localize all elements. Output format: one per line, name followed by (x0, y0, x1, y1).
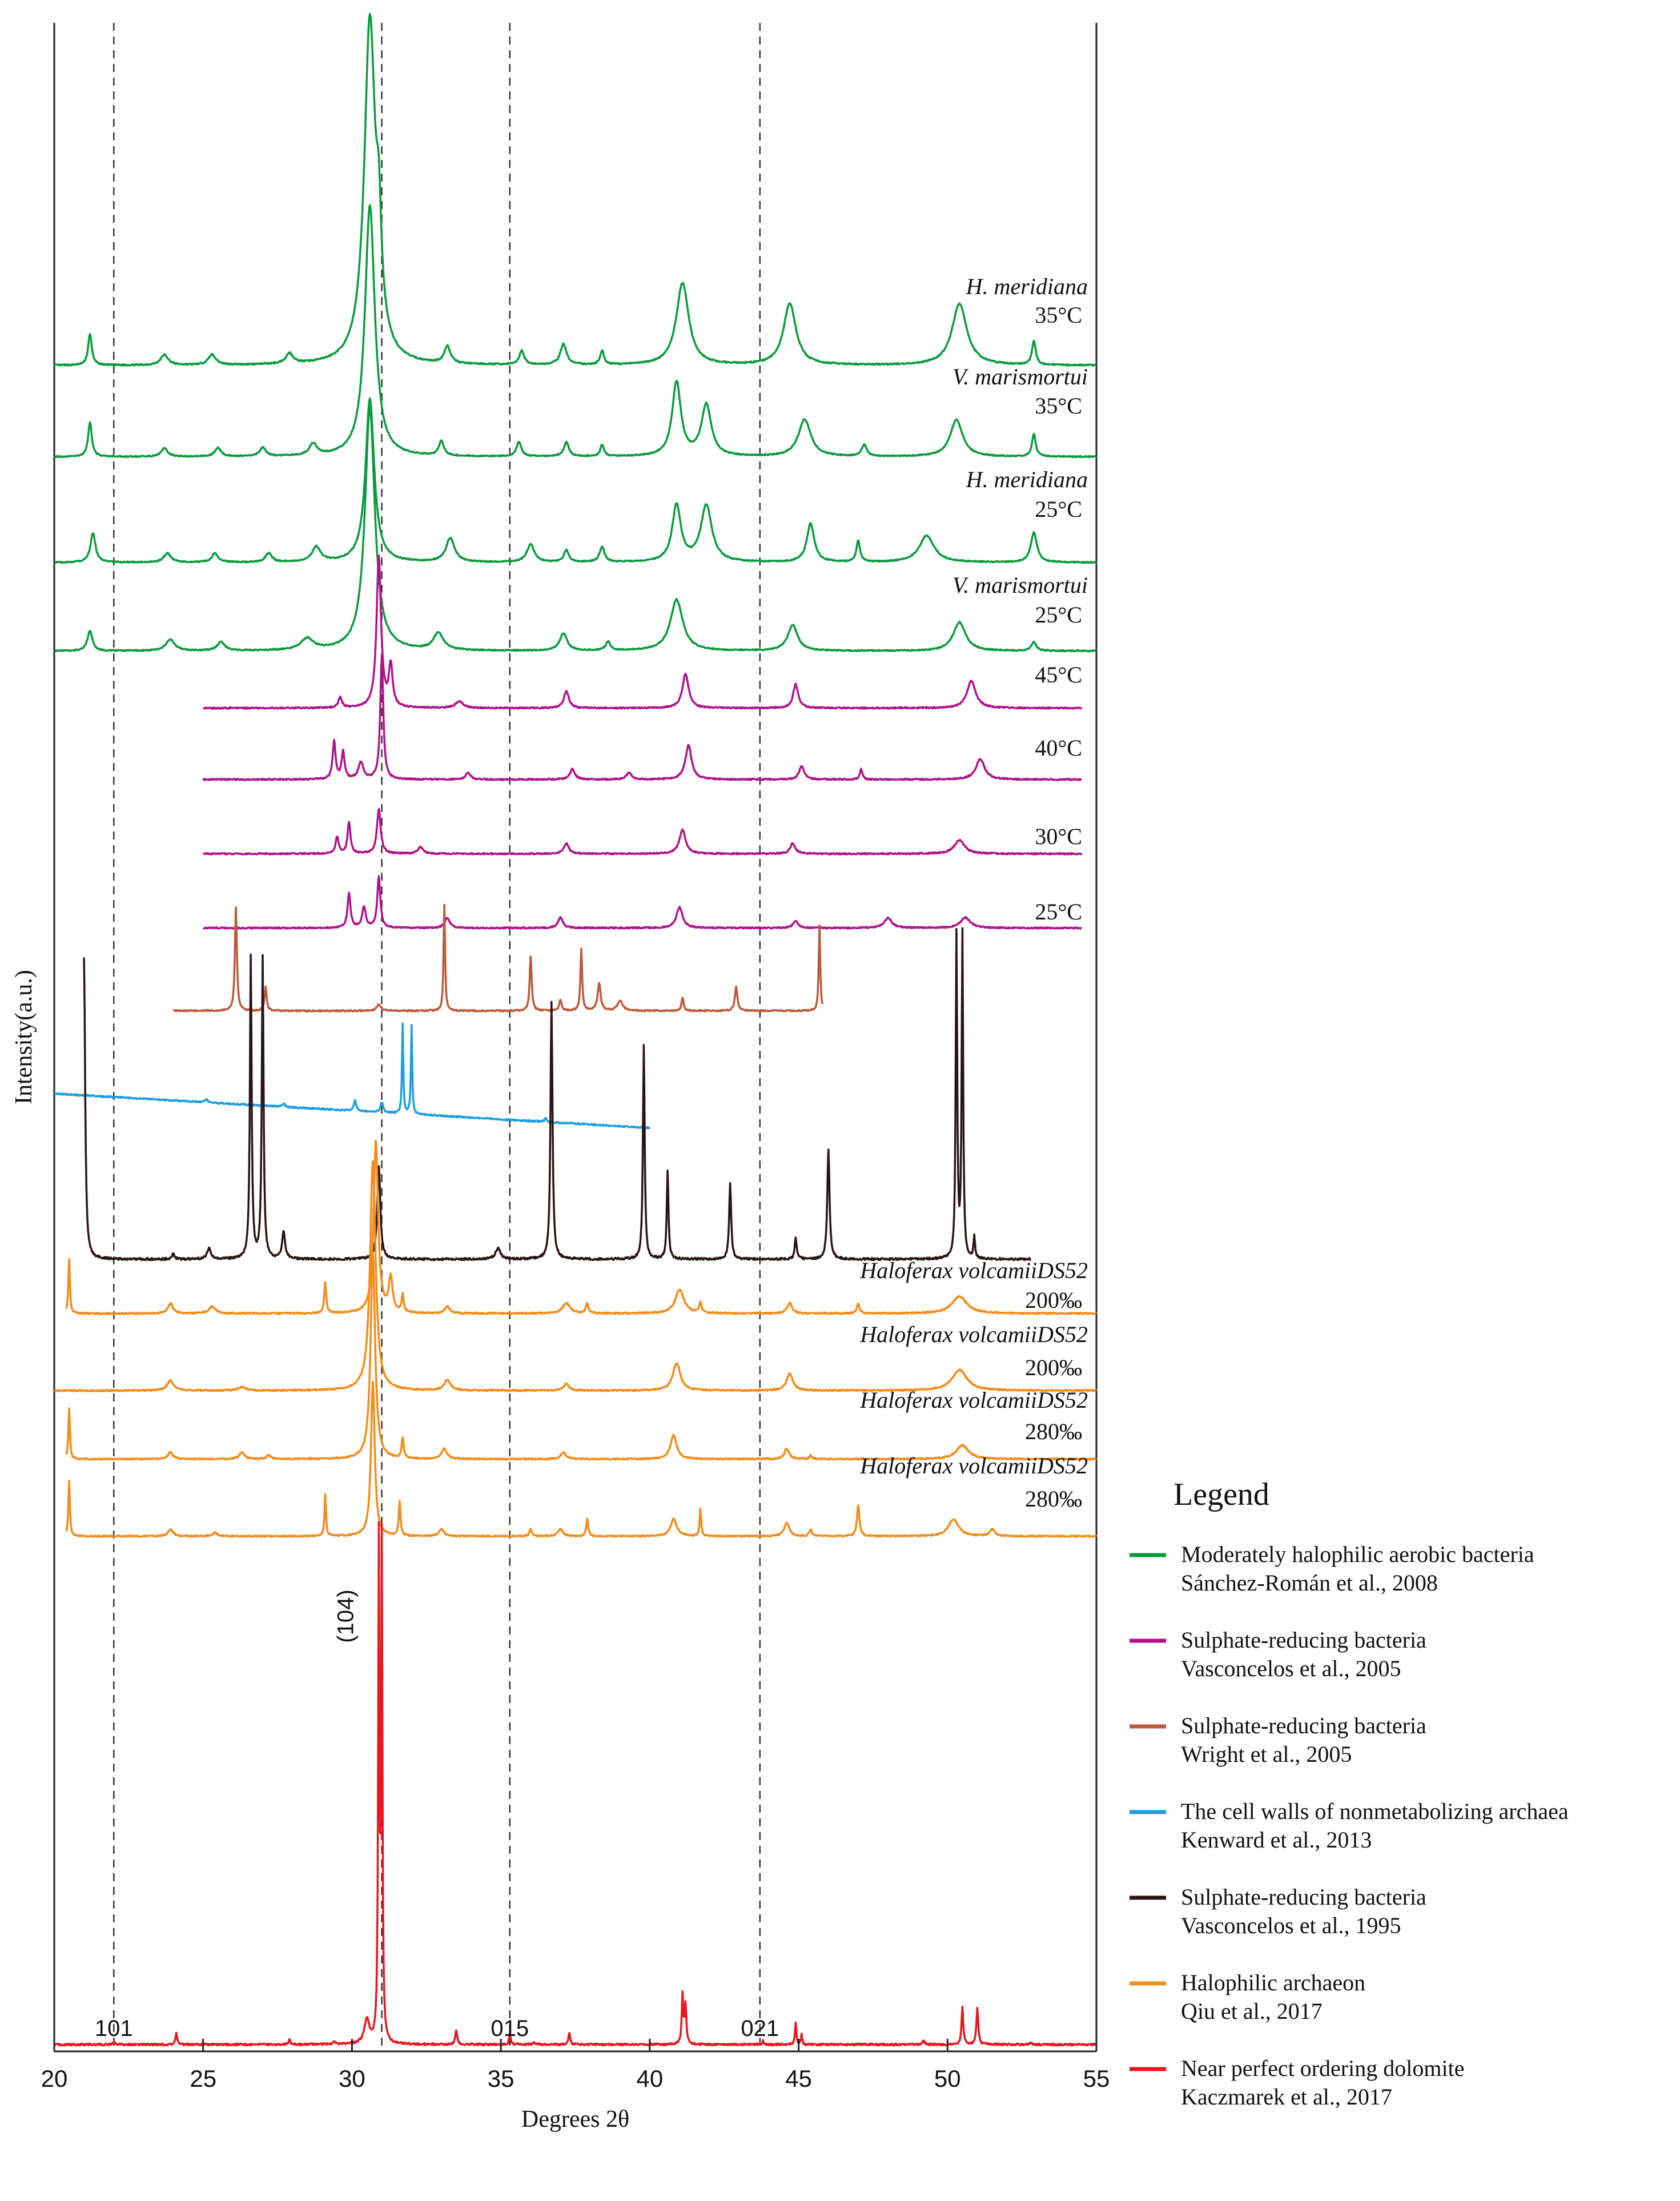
series-line-green-1 (54, 205, 1096, 457)
x-tick-label: 50 (934, 2065, 961, 2092)
trace-label-condition: 280‰ (1025, 1486, 1082, 1512)
x-tick-label: 45 (785, 2065, 812, 2092)
peak-labels (95, 1589, 779, 2041)
plot-frame (54, 23, 1096, 2051)
trace-label-name: Haloferax volcamiiDS52 (860, 1387, 1088, 1413)
legend-title: Legend (1173, 1477, 1269, 1512)
trace-label-condition: 200‰ (1025, 1287, 1082, 1313)
legend-citation: Sánchez-Román et al., 2008 (1181, 1570, 1438, 1596)
legend-citation: Kaczmarek et al., 2017 (1181, 2084, 1392, 2110)
legend-label: Sulphate-reducing bacteria (1181, 1713, 1426, 1738)
legend-citation: Qiu et al., 2017 (1181, 1998, 1323, 2024)
series-line-green-3 (54, 407, 1096, 651)
series-line-green-2 (54, 399, 1096, 563)
x-axis-title: Degrees 2θ (521, 2106, 630, 2132)
series-line-magenta-7 (203, 876, 1082, 929)
series-line-orange-13 (66, 1254, 1096, 1460)
trace-label-name: H. meridiana (966, 467, 1088, 492)
trace-label-condition: 40°C (1035, 735, 1082, 761)
trace-label-condition: 280‰ (1025, 1419, 1082, 1444)
series-group (54, 14, 1096, 2045)
x-tick-label: 55 (1083, 2065, 1110, 2092)
series-line-magenta-6 (203, 809, 1082, 855)
legend-citation: Wright et al., 2005 (1181, 1741, 1352, 1767)
legend-label: Halophilic archaeon (1181, 1970, 1366, 1995)
trace-label-name: Haloferax volcamiiDS52 (860, 1322, 1088, 1347)
x-tick-label: 35 (487, 2065, 515, 2092)
legend-label: Moderately halophilic aerobic bacteria (1181, 1541, 1534, 1567)
x-tick-label: 30 (339, 2065, 365, 2092)
trace-label-condition: 25°C (1035, 496, 1082, 522)
trace-label-name: Haloferax volcamiiDS52 (860, 1453, 1088, 1479)
peak-label: 015 (491, 2016, 529, 2041)
trace-label-condition: 35°C (1035, 393, 1082, 419)
trace-labels (859, 274, 1088, 1512)
series-line-magenta-5 (203, 656, 1082, 781)
peak-label: 021 (741, 2016, 779, 2041)
series-line-blue-9 (54, 1023, 650, 1128)
legend-citation: Kenward et al., 2013 (1181, 1827, 1372, 1853)
trace-label-name: V. marismortui (952, 364, 1088, 389)
x-tick-label: 25 (190, 2065, 217, 2092)
peak-label: 101 (94, 2016, 133, 2041)
trace-label-name: V. marismortui (952, 572, 1088, 598)
series-line-red-15 (54, 1522, 1096, 2046)
reference-lines (114, 23, 760, 2051)
series-line-green-0 (54, 14, 1096, 366)
x-axis-ticks (41, 2039, 1110, 2092)
legend-label: The cell walls of nonmetabolizing archaea (1181, 1798, 1569, 1824)
y-axis-title: Intensity(a.u.) (11, 970, 37, 1104)
series-line-magenta-4 (203, 556, 1082, 709)
legend (1130, 1477, 1569, 2110)
legend-label: Near perfect ordering dolomite (1181, 2055, 1465, 2081)
series-line-brown-8 (174, 905, 823, 1011)
legend-citation: Vasconcelos et al., 2005 (1181, 1656, 1401, 1681)
peak-label-104: (104) (333, 1589, 359, 1643)
trace-label-condition: 35°C (1035, 302, 1082, 328)
series-line-orange-11 (66, 1141, 1096, 1315)
legend-label: Sulphate-reducing bacteria (1181, 1884, 1426, 1910)
trace-label-condition: 25°C (1035, 899, 1082, 925)
series-line-black-10 (84, 928, 1031, 1260)
trace-label-condition: 25°C (1035, 602, 1082, 628)
trace-label-condition: 30°C (1035, 824, 1082, 849)
legend-citation: Vasconcelos et al., 1995 (1181, 1913, 1401, 1938)
x-tick-label: 20 (41, 2065, 68, 2092)
trace-label-name: Haloferax volcamiiDS52 (860, 1258, 1088, 1283)
trace-label-condition: 200‰ (1025, 1355, 1082, 1380)
legend-label: Sulphate-reducing bacteria (1181, 1627, 1426, 1653)
trace-label-condition: 45°C (1035, 662, 1082, 688)
trace-label-name: H. meridiana (966, 274, 1088, 299)
x-tick-label: 40 (636, 2065, 664, 2092)
